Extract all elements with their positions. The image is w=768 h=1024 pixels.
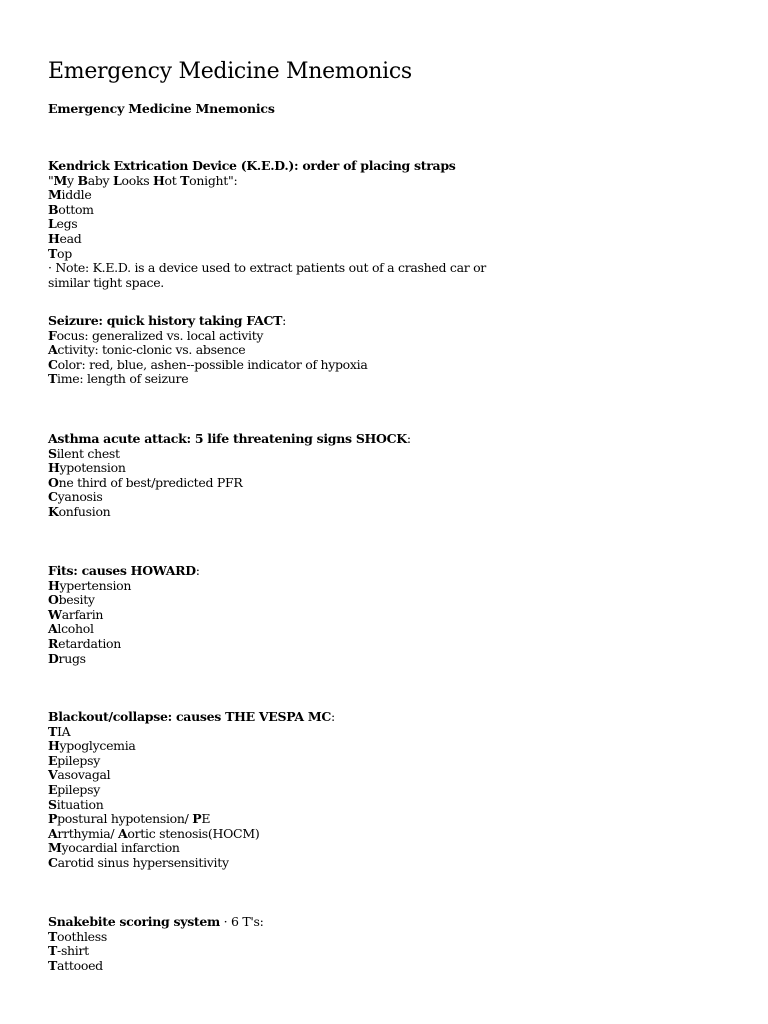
text-fragment: ot bbox=[164, 172, 181, 188]
section-heading bbox=[48, 314, 728, 329]
list-item bbox=[48, 505, 728, 520]
text-fragment: IA bbox=[57, 723, 71, 739]
text-fragment: onfusion bbox=[58, 503, 111, 519]
text-fragment: egs bbox=[56, 216, 78, 232]
bold-letter: T bbox=[180, 172, 190, 188]
bold-letter: H bbox=[48, 460, 60, 476]
bold-letter: T bbox=[48, 371, 58, 387]
bold-letter: W bbox=[48, 606, 62, 622]
bold-letter: T bbox=[48, 928, 58, 944]
list-item bbox=[48, 593, 728, 608]
text-fragment: yanosis bbox=[57, 489, 103, 505]
bold-letter: M bbox=[48, 840, 62, 856]
text-fragment: ituation bbox=[56, 796, 104, 812]
bold-letter: P bbox=[48, 811, 58, 827]
bold-letter: A bbox=[48, 342, 58, 358]
list-item bbox=[48, 188, 728, 203]
text-fragment: yocardial infarction bbox=[61, 840, 180, 856]
list-item bbox=[48, 856, 728, 871]
bold-letter: O bbox=[48, 592, 59, 608]
heading-tail: : bbox=[195, 563, 200, 578]
note-line: similar tight space. bbox=[48, 274, 164, 290]
text-fragment: besity bbox=[58, 592, 95, 608]
text-fragment: pilepsy bbox=[57, 781, 101, 797]
list-item bbox=[48, 608, 728, 623]
section-ked bbox=[48, 159, 728, 290]
bold-letter: A bbox=[117, 825, 128, 841]
bold-letter: P bbox=[192, 811, 202, 827]
list-item bbox=[48, 798, 728, 813]
bold-letter: F bbox=[48, 327, 57, 343]
section-heading bbox=[48, 564, 728, 579]
text-fragment: ypoglycemia bbox=[59, 738, 136, 754]
text-fragment: olor: red, blue, ashen--possible indicator of hypoxia bbox=[57, 356, 368, 372]
list-item bbox=[48, 461, 728, 476]
heading-text: Fits: causes HOWARD bbox=[48, 563, 196, 578]
text-fragment: ortic stenosis(HOCM) bbox=[127, 825, 260, 841]
section-snakebite bbox=[48, 915, 728, 973]
text-fragment: ooks bbox=[121, 172, 154, 188]
list-item bbox=[48, 622, 728, 637]
bold-letter: H bbox=[153, 172, 165, 188]
mnemonic-list bbox=[48, 930, 728, 974]
list-item bbox=[48, 637, 728, 652]
heading-text: Asthma acute attack: 5 life threatening signs SHOCK bbox=[48, 431, 407, 446]
bold-letter: E bbox=[48, 752, 58, 768]
bold-letter: D bbox=[48, 650, 59, 666]
mnemonic-list bbox=[48, 188, 728, 261]
text-fragment: asovagal bbox=[57, 767, 111, 783]
text-fragment: E bbox=[201, 811, 211, 827]
text-fragment: ocus: generalized vs. local activity bbox=[56, 327, 264, 343]
text-fragment: arotid sinus hypersensitivity bbox=[57, 854, 229, 870]
section-heading bbox=[48, 915, 728, 930]
text-fragment: rugs bbox=[58, 650, 86, 666]
heading-tail: · 6 T's: bbox=[220, 914, 264, 929]
list-item bbox=[48, 247, 728, 262]
bold-letter: A bbox=[48, 621, 58, 637]
note-line: · Note: K.E.D. is a device used to extract patients out of a crashed car or bbox=[48, 260, 486, 276]
bold-letter: H bbox=[48, 738, 60, 754]
list-item bbox=[48, 725, 728, 740]
mnemonic-list bbox=[48, 329, 728, 387]
list-item bbox=[48, 959, 728, 974]
bold-letter: T bbox=[48, 723, 58, 739]
text-fragment: oothless bbox=[57, 928, 107, 944]
bold-letter: C bbox=[48, 489, 58, 505]
bold-letter: C bbox=[48, 854, 58, 870]
list-item bbox=[48, 652, 728, 667]
list-item bbox=[48, 754, 728, 769]
bold-letter: A bbox=[48, 825, 58, 841]
bold-letter: H bbox=[48, 577, 60, 593]
mnemonic-phrase bbox=[48, 174, 728, 189]
text-fragment: iddle bbox=[61, 187, 92, 203]
section-heading bbox=[48, 710, 728, 725]
bold-letter: V bbox=[48, 767, 58, 783]
list-item bbox=[48, 841, 728, 856]
bold-letter: K bbox=[48, 503, 59, 519]
bold-letter: E bbox=[48, 781, 58, 797]
section-blackout bbox=[48, 710, 728, 871]
heading-tail: : bbox=[331, 709, 335, 724]
text-fragment: ead bbox=[59, 230, 82, 246]
text-fragment: ime: length of seizure bbox=[57, 371, 189, 387]
mnemonic-list bbox=[48, 725, 728, 871]
bold-letter: L bbox=[113, 172, 122, 188]
list-item bbox=[48, 476, 728, 491]
section-seizure bbox=[48, 314, 728, 387]
text-fragment: ilent chest bbox=[56, 445, 120, 461]
text-fragment: ypotension bbox=[59, 460, 126, 476]
list-item bbox=[48, 343, 728, 358]
heading-tail: : bbox=[282, 313, 287, 328]
bold-letter: B bbox=[48, 201, 59, 217]
bold-letter: H bbox=[48, 230, 60, 246]
bold-letter: T bbox=[48, 245, 58, 261]
list-item bbox=[48, 329, 728, 344]
text-fragment: " bbox=[48, 172, 54, 188]
text-fragment: ypertension bbox=[59, 577, 132, 593]
list-item bbox=[48, 372, 728, 387]
bold-letter: L bbox=[48, 216, 57, 232]
text-fragment: ottom bbox=[58, 201, 94, 217]
text-fragment: aby bbox=[87, 172, 113, 188]
heading-tail: : bbox=[406, 431, 411, 446]
heading-text: Snakebite scoring system bbox=[48, 914, 220, 929]
bold-letter: B bbox=[77, 172, 88, 188]
bold-letter: M bbox=[48, 187, 62, 203]
list-item bbox=[48, 827, 728, 842]
section-heading bbox=[48, 432, 728, 447]
text-fragment: pilepsy bbox=[57, 752, 101, 768]
list-item bbox=[48, 944, 728, 959]
list-item bbox=[48, 490, 728, 505]
page-title: Emergency Medicine Mnemonics bbox=[48, 59, 412, 84]
mnemonic-list bbox=[48, 447, 728, 520]
list-item bbox=[48, 812, 728, 827]
text-fragment: attooed bbox=[57, 957, 103, 973]
section-asthma bbox=[48, 432, 728, 520]
list-item bbox=[48, 783, 728, 798]
list-item bbox=[48, 358, 728, 373]
list-item bbox=[48, 768, 728, 783]
text-fragment: ctivity: tonic-clonic vs. absence bbox=[57, 342, 246, 358]
text-fragment: op bbox=[57, 245, 72, 261]
text-fragment: etardation bbox=[58, 635, 121, 651]
bold-letter: S bbox=[48, 796, 57, 812]
section-heading bbox=[48, 159, 728, 174]
text-fragment: arfarin bbox=[61, 606, 104, 622]
text-fragment: y bbox=[67, 172, 78, 188]
text-fragment: ne third of best/predicted PFR bbox=[58, 474, 243, 490]
bold-letter: C bbox=[48, 356, 58, 372]
heading-text: Kendrick Extrication Device (K.E.D.): order of placing straps bbox=[48, 158, 456, 173]
section-fits bbox=[48, 564, 728, 666]
text-fragment: onight": bbox=[189, 172, 238, 188]
bold-letter: S bbox=[48, 445, 57, 461]
text-fragment: postural hypotension/ bbox=[57, 811, 193, 827]
mnemonic-list bbox=[48, 579, 728, 667]
bold-letter: T bbox=[48, 957, 58, 973]
heading-text: Blackout/collapse: causes THE VESPA MC bbox=[48, 709, 332, 724]
bold-letter: M bbox=[53, 172, 67, 188]
bold-letter: O bbox=[48, 474, 59, 490]
text-fragment: lcohol bbox=[57, 621, 94, 637]
bold-letter: T bbox=[48, 943, 58, 959]
document-subtitle: Emergency Medicine Mnemonics bbox=[48, 101, 275, 116]
heading-text: Seizure: quick history taking FACT bbox=[48, 313, 283, 328]
list-item bbox=[48, 579, 728, 594]
list-item bbox=[48, 739, 728, 754]
list-item bbox=[48, 232, 728, 247]
bold-letter: R bbox=[48, 635, 59, 651]
text-fragment: -shirt bbox=[57, 943, 89, 959]
list-item bbox=[48, 930, 728, 945]
text-fragment: rrthymia/ bbox=[57, 825, 118, 841]
list-item bbox=[48, 447, 728, 462]
list-item bbox=[48, 217, 728, 232]
list-item bbox=[48, 203, 728, 218]
